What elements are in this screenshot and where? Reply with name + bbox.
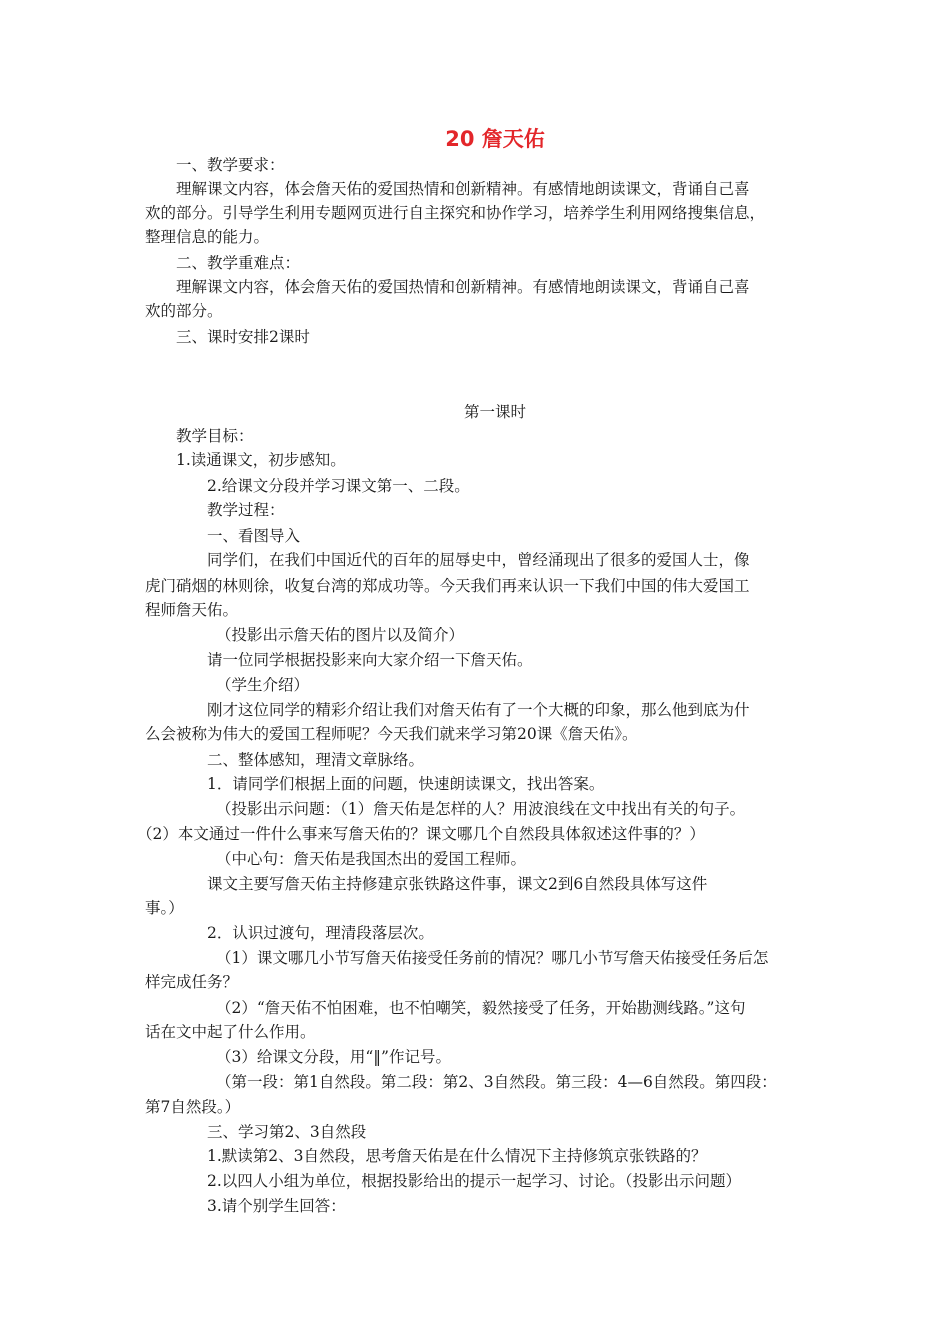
paragraph-line: 课文主要写詹天佑主持修建京张铁路这件事，课文2到6自然段具体写这件 xyxy=(207,875,708,893)
paragraph-line: （1）课文哪几小节写詹天佑接受任务前的情况？哪几小节写詹天佑接受任务后怎 xyxy=(216,949,769,967)
paragraph-line: （2）“詹天佑不怕困难，也不怕嘲笑，毅然接受了任务，开始勘测线路。”这句 xyxy=(216,999,746,1017)
document-title: 20 詹天佑 xyxy=(445,127,545,151)
section-heading-key-points: 二、教学重难点： xyxy=(176,254,301,272)
paragraph-line: 理解课文内容，体会詹天佑的爱国热情和创新精神。有感情地朗读课文，背诵自己喜 xyxy=(176,278,750,296)
step-heading: 二、整体感知，理清文章脉络。 xyxy=(207,751,425,769)
paragraph-line: 刚才这位同学的精彩介绍让我们对詹天佑有了一个大概的印象，那么他到底为什 xyxy=(207,701,750,719)
process-heading: 教学过程： xyxy=(207,501,285,519)
section-heading-schedule: 三、课时安排2课时 xyxy=(176,328,310,346)
paragraph-line: 么会被称为伟大的爱国工程师呢？今天我们就来学习第20课《詹天佑》。 xyxy=(145,725,638,743)
section-heading-requirements: 一、教学要求： xyxy=(176,156,285,174)
paragraph-line: （中心句：詹天佑是我国杰出的爱国工程师。 xyxy=(216,850,527,868)
list-item: 2.以四人小组为单位，根据投影给出的提示一起学习、讨论。（投影出示问题） xyxy=(207,1172,742,1190)
paragraph-line: 同学们，在我们中国近代的百年的屈辱史中，曾经涌现出了很多的爱国人士，像 xyxy=(207,551,750,569)
paragraph-line: 理解课文内容，体会詹天佑的爱国热情和创新精神。有感情地朗读课文，背诵自己喜 xyxy=(176,180,750,198)
goals-heading: 教学目标： xyxy=(176,427,254,445)
paragraph-line: 欢的部分。引导学生利用专题网页进行自主探究和协作学习，培养学生利用网络搜集信息， xyxy=(145,204,766,222)
paragraph-line: （2）本文通过一件什么事来写詹天佑的？课文哪几个自然段具体叙述这件事的？） xyxy=(137,825,705,843)
list-item: 2．认识过渡句，理清段落层次。 xyxy=(207,924,434,942)
paragraph-line: 话在文中起了什么作用。 xyxy=(145,1023,316,1041)
list-item: 3.请个别学生回答： xyxy=(207,1197,346,1215)
paragraph-line: 欢的部分。 xyxy=(145,302,223,320)
list-item: 1.默读第2、3自然段，思考詹天佑是在什么情况下主持修筑京张铁路的？ xyxy=(207,1147,707,1165)
goal-item: 1.读通课文，初步感知。 xyxy=(176,451,346,469)
goal-item: 2.给课文分段并学习课文第一、二段。 xyxy=(207,477,470,495)
paragraph-line: 整理信息的能力。 xyxy=(145,228,270,246)
step-heading: 一、看图导入 xyxy=(207,527,301,545)
paragraph-line: 虎门硝烟的林则徐，收复台湾的郑成功等。今天我们再来认识一下我们中国的伟大爱国工 xyxy=(145,577,750,595)
paragraph-line: 程师詹天佑。 xyxy=(145,601,239,619)
lesson-title: 第一课时 xyxy=(463,403,526,421)
paragraph-line: 请一位同学根据投影来向大家介绍一下詹天佑。 xyxy=(207,651,533,669)
paragraph-line: 样完成任务？ xyxy=(145,973,239,991)
student-note: （学生介绍） xyxy=(216,676,310,694)
paragraph-line: （投影出示问题：（1）詹天佑是怎样的人？用波浪线在文中找出有关的句子。 xyxy=(216,800,746,818)
paragraph-line: 第7自然段。） xyxy=(145,1098,241,1116)
paragraph-line: （第一段：第1自然段。第二段：第2、3自然段。第三段：4—6自然段。第四段： xyxy=(216,1073,777,1091)
paragraph-line: 事。） xyxy=(145,899,184,917)
list-item: 1．请同学们根据上面的问题，快速朗读课文，找出答案。 xyxy=(207,775,605,793)
paragraph-line: （3）给课文分段，用“‖”作记号。 xyxy=(216,1048,451,1066)
projection-note: （投影出示詹天佑的图片以及简介） xyxy=(216,626,465,644)
step-heading: 三、学习第2、3自然段 xyxy=(207,1123,367,1141)
